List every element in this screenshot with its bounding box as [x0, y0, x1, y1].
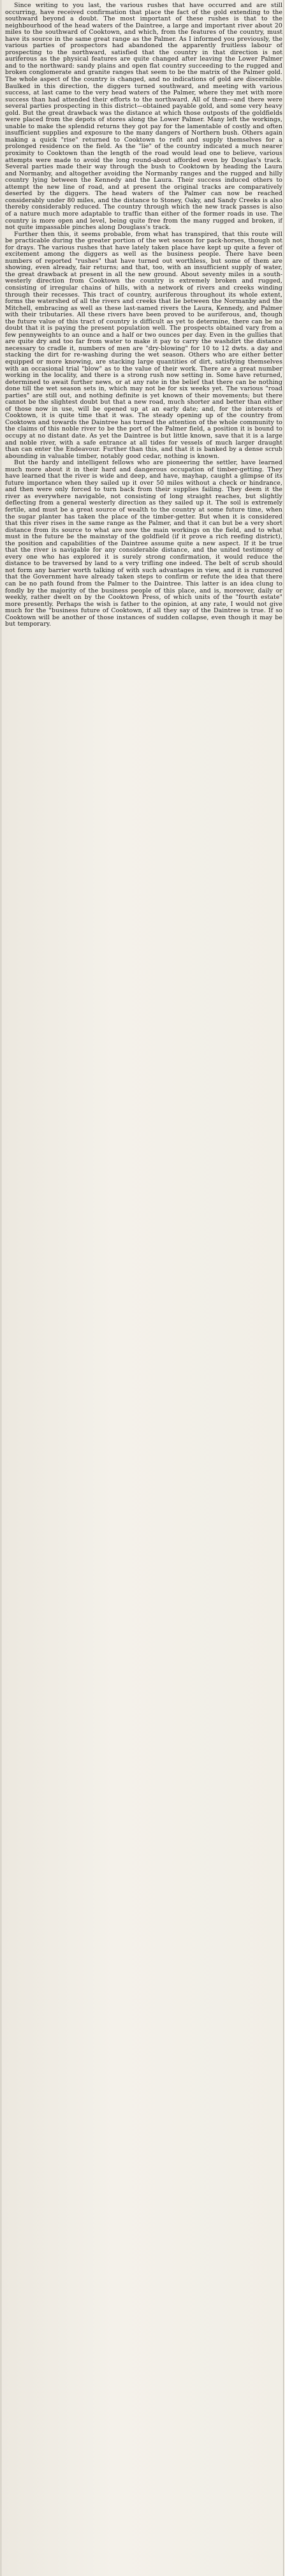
article-column	[5, 3, 282, 2572]
article-paragraph: Since writing to you last, the various rushes that have occurred and are still occurring, have received confirmation that place the fact of the gold extending to the southward beyond a doubt. The most important of these rushes is that to the neighbourhood of the head waters of the Daintree, a large and important river about 20 miles to the southward of Cooktown, and which, from the features of the country, must have its source in the same great range as the Palmer. As I informed you previously, the various parties of prospectors had abandoned the apparently fruitless labour of prospecting to the northward, satisfied that the country in that direction is not auriferous as the physical features are quite changed after leaving the Lower Palmer and to the northward: sandy plains and open flat country succeeding to the rugged and broken conglomerate and granite ranges that seem to be the matrix of the Palmer gold. The whole aspect of the country is changed, and no indications of gold are discernible. Baulked in this direction, the diggers turned southward, and meeting with various success, at last came to the very head waters of the Palmer, where they met with more success than had attended their efforts to the northward. All of them—and there were several parties prospecting in this district—obtained payable gold, and some very heavy gold. But the great drawback was the distance at which those outposts of the goldfields were placed from the depots of stores along the Lower Palmer. Many left the workings, unable to make the splendid returns they got pay for the lamentable of costly and often insufficient supplies and exposure to the many dangers of Northern bush. Others again making a quick "rise" returned to Cooktown to refit and supply themselves for a prolonged residence on the field. As the "lie" of the country indicated a much nearer proximity to Cooktown than the length of the road would lead one to believe, various attempts were made to avoid the long round-about afforded even by Douglas's track. Several parties made their way through the bush to Cooktown by heading the Laura and Normanby, and altogether avoiding the Normanby ranges and the rugged and hilly country lying between the Kennedy and the Laura. Their success induced others to attempt the new line of road, and at present the original tracks are comparatively deserted by the diggers. The head waters of the Palmer can now be reached considerably under 80 miles, and the distance to Stoney, Oaky, and Sandy Creeks is also thereby considerably reduced. The country through which the new track passes is also of a nature much more adaptable to traffic than either of the former roads in use. The country is more open and level, being quite free from the many rugged and broken, if not quite impassable pinches along Douglass's track.	[5, 3, 282, 232]
article-paragraph: But the hardy and intelligent fellows who are pioneering the settler, have learned much more about it in their hard and dangerous occupation of timber-getting. They have learned that the river is wide and deep, and have, mayhap, caught a glimpse of its future importance when they sailed up it over 50 miles without a check or hindrance, and then were only forced to turn back from their supplies failing. They deem it the river as everywhere navigable, not consisting of long straight reaches, but slightly deflecting from a general westerly direction as they sailed up it. The soil is extremely fertile, and must be a great source of wealth to the country at some future time, when the sugar planter has taken the place of the timber-getter. But when it is considered that this river rises in the same range as the Palmer, and that it can but be a very short distance from its source to what are now the main workings on the field, and to what must in the future be the mainstay of the goldfield (if it prove a rich reefing district), the position and capabilities of the Daintree assume quite a new aspect. If it be true that the river is navigable for any considerable distance, and the united testimony of every one who has explored it is surely strong confirmation, it would reduce the distance to be traversed by land to a very trifling one indeed. The belt of scrub should not form any barrier worth talking of with such advantages in view, and it is rumoured that the Government have already taken steps to confirm or refute the idea that there can be no path found from the Palmer to the Daintree. This latter is an idea clung to fondly by the majority of the business people of this place, and is, moreover, daily or weekly, rather dwelt on by the Cooktown Press, of which units of the "fourth estate" more presently. Perhaps the wish is father to the opinion, at any rate, I would not give much for the "business future of Cooktown, if all they say of the Daintree is true. If so Cooktown will be another of those instances of sudden collapse, even though it may be but temporary.	[5, 459, 282, 628]
column-rule-right	[283, 0, 284, 2576]
article-paragraph: Further then this, it seems probable, from what has transpired, that this route will be practicable during the greater portion of the wet season for pack-horses, though not for drays. The various rushes that have lately taken place have kept up quite a fever of excitement among the diggers as well as the business people. There have been numbers of reported "rushes" that have turned out worthless, but some of them are showing, even already, fair returns; and that, too, with an insufficient supply of water, the great drawback at present in all the new ground. About seventy miles in a south-westerly direction from Cooktown the country is extremely broken and rugged, consisting of irregular chains of hills, with a network of rivers and creeks winding through their recesses. This tract of country, auriferous throughout its whole extent, forms the watershed of all the rivers and creeks that lie between the Normanby and the Mitchell, embracing as well as these last-named rivers the Laura, Kennedy, and Palmer with their tributaries. All these rivers have been proved to be auriferous, and, though the future value of this tract of country is difficult as yet to determine, there can be no doubt that it is paying the present population well. The prospects obtained vary from a few pennyweights to an ounce and a half or two ounces per day. Even in the gullies that are quite dry and too far from water to make it pay to carry the washdirt the distance necessary to cradle it, numbers of men are "dry-blowing" for 10 to 12 dwts. a day and stacking the dirt for re-washing during the wet season. Others who are either better equipped or more knowing, are stacking large quantities of dirt, satisfying themselves with an occasional trial "blow" as to the value of their work. There are a great number working in the locality, and there is a strong rush now setting in. Some have returned, determined to await further news, or at any rate in the belief that there can be nothing done till the wet season sets in, which may not be for six weeks yet. The various "road parties" are still out, and nothing definite is yet known of their movements; but there cannot be the slightest doubt but that a new road, much shorter and better than either of those now in use, will be opened up at an early date; and, for the interests of Cooktown, it is quite time that it was. The steady opening up of the country from Cooktown and towards the Daintree has turned the attention of the whole community to the claims of this noble river to be the port of the Palmer field, a position it is bound to occupy at no distant date. As yet the Daintree is but little known, save that it is a large and noble river, with a safe entrance at all tides for vessels of much larger draught than can enter the Endeavour. Further than this, and that it is banked by a dense scrub abounding in valuable timber, notably good cedar, nothing is known.	[5, 230, 282, 460]
